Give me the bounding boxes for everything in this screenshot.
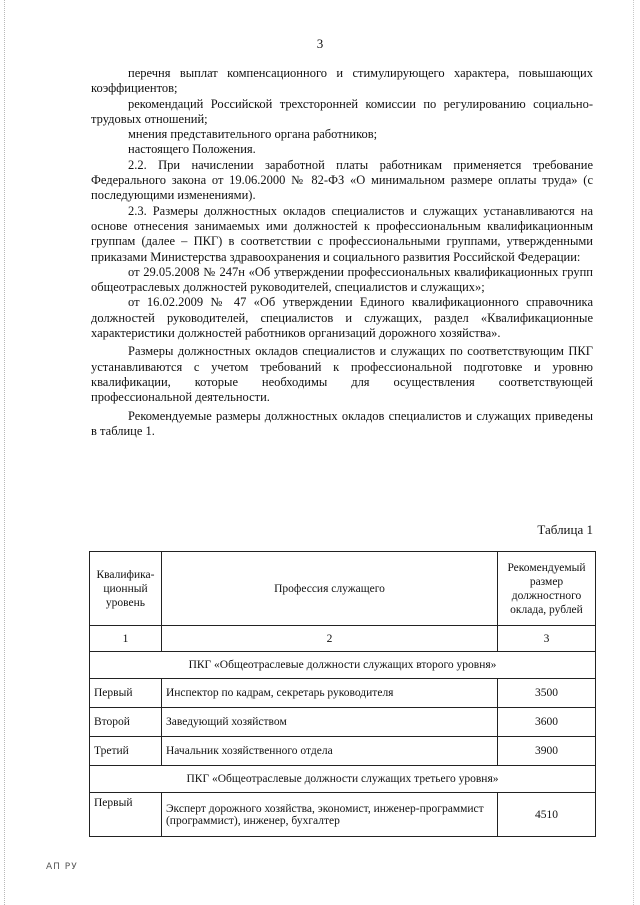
header-cell: Профессия служащего xyxy=(161,552,497,626)
paragraph: Рекомендуемые размеры должностных окладов специалистов и служащих приведены в таблице 1. xyxy=(91,408,593,438)
profession-cell: Эксперт дорожного хозяйства, экономист, инженер-программист (программист), инженер, бухгалтер xyxy=(161,793,497,837)
column-number: 3 xyxy=(498,626,596,652)
scan-edge-right xyxy=(633,0,635,905)
column-number-row xyxy=(90,626,596,652)
paragraph: Размеры должностных окладов специалистов и служащих по соответствующим ПКГ устанавливаются с учетом требований к профессиональной подготовке и уровню квалификации, которые необходимы для осуществления соответствующей профессиональной деятельности. xyxy=(91,344,593,405)
paragraph: от 16.02.2009 № 47 «Об утверждении Единого квалификационного справочника должностей руководителей, специалистов и служащих, раздел «Квалификационные характеристики должностей работников организаций дорожного хозяйства». xyxy=(91,295,593,341)
header-cell: Рекомендуемый размер должностного оклада, рублей xyxy=(498,552,596,626)
table-caption: Таблица 1 xyxy=(537,522,593,537)
table-row xyxy=(90,793,596,837)
group-row xyxy=(90,766,596,793)
profession-cell: Заведующий хозяйством xyxy=(161,708,497,737)
header-cell: Квалифика-ционный уровень xyxy=(90,552,162,626)
group-title: ПКГ «Общеотраслевые должности служащих второго уровня» xyxy=(90,652,596,679)
level-cell: Третий xyxy=(90,737,162,766)
column-number: 1 xyxy=(90,626,162,652)
scan-edge-left xyxy=(4,0,6,905)
column-number: 2 xyxy=(161,626,497,652)
salary-table xyxy=(89,551,596,837)
footer-code: АП РУ xyxy=(46,862,78,872)
profession-cell: Начальник хозяйственного отдела xyxy=(161,737,497,766)
table-row xyxy=(90,737,596,766)
table-row xyxy=(90,708,596,737)
salary-cell: 3600 xyxy=(498,708,596,737)
group-title: ПКГ «Общеотраслевые должности служащих третьего уровня» xyxy=(90,766,596,793)
level-cell: Первый xyxy=(90,793,162,837)
salary-cell: 3900 xyxy=(498,737,596,766)
level-cell: Первый xyxy=(90,679,162,708)
page-number: 3 xyxy=(316,36,324,51)
salary-cell: 4510 xyxy=(498,793,596,837)
paragraph: настоящего Положения. xyxy=(128,142,256,157)
paragraph: от 29.05.2008 № 247н «Об утверждении профессиональных квалификационных групп общеотраслевых должностей руководителей, специалистов и служащих»; xyxy=(91,264,593,295)
level-cell: Второй xyxy=(90,708,162,737)
salary-cell: 3500 xyxy=(498,679,596,708)
profession-cell: Инспектор по кадрам, секретарь руководителя xyxy=(161,679,497,708)
paragraph: перечня выплат компенсационного и стимулирующего характера, повышающих коэффициентов; xyxy=(91,66,593,96)
table-header-row xyxy=(90,552,596,626)
paragraph: рекомендаций Российской трехсторонней комиссии по регулированию социально-трудовых отношений; xyxy=(91,96,593,126)
paragraph: мнения представительного органа работников; xyxy=(128,127,378,142)
table-row xyxy=(90,679,596,708)
body-text xyxy=(91,66,593,439)
paragraph: 2.2. При начислении заработной платы работникам применяется требование Федерального закона от 19.06.2000 № 82-ФЗ «О минимальном размере оплаты труда» (с последующими изменениями). xyxy=(91,157,593,203)
group-row xyxy=(90,652,596,679)
paragraph: 2.3. Размеры должностных окладов специалистов и служащих устанавливаются на основе отнесения занимаемых ими должностей к профессиональным квалификационным группам (далее – ПКГ) в соответствии с профессиональными группами, утвержденными приказами Министерства здравоохранения и социального развития Российской Федерации: xyxy=(91,203,593,264)
